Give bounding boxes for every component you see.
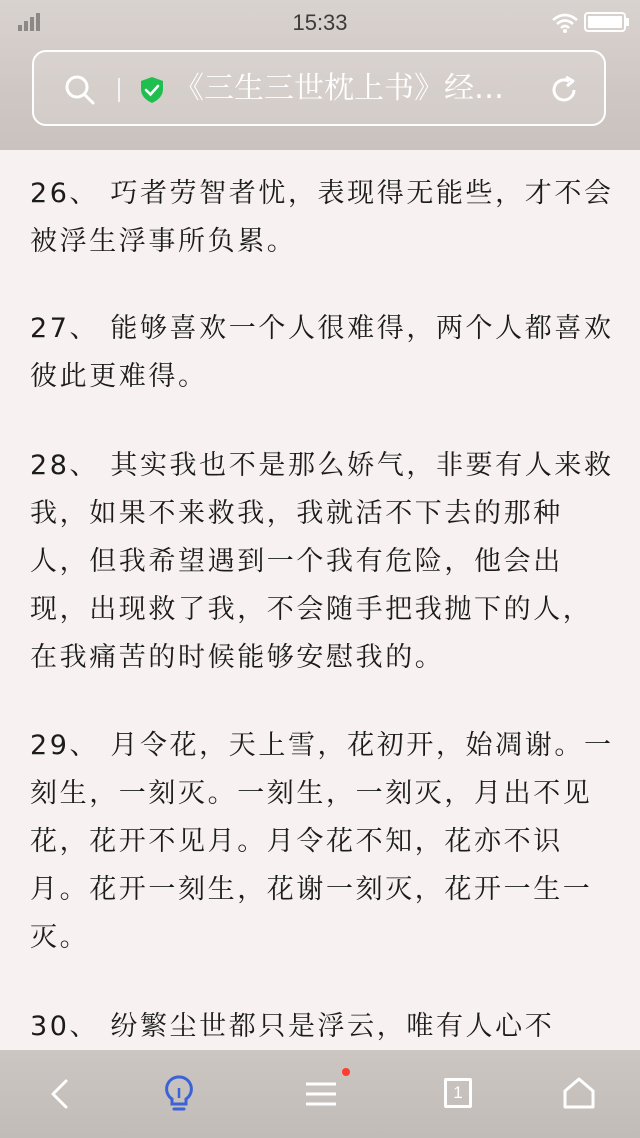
refresh-icon[interactable] (548, 74, 580, 106)
quote-paragraph: 28、 其实我也不是那么娇气，非要有人来救我，如果不来救我，我就活不下去的那种人，但我希望遇到一个我有危险，他会出现，出现救了我，不会随手把我抛下的人，在我痛苦的时候能够安慰我的。 (30, 450, 614, 673)
tabs-button[interactable] (444, 1078, 472, 1108)
browser-header (0, 0, 640, 150)
menu-icon[interactable] (304, 1081, 338, 1107)
quote-paragraph: 29、 月令花，天上雪，花初开，始凋谢。一刻生，一刻灭。一刻生，一刻灭，月出不见花，花开不见月。月令花不知，花亦不识月。花开一刻生，花谢一刻灭，花开一生一灭。 (30, 730, 614, 953)
address-divider (118, 78, 120, 102)
quote-paragraph: 27、 能够喜欢一个人很难得，两个人都喜欢彼此更难得。 (30, 313, 614, 392)
article-content (0, 150, 640, 1050)
lightbulb-icon[interactable] (162, 1074, 196, 1114)
browser-toolbar (0, 1050, 640, 1138)
battery-icon (584, 12, 630, 32)
back-icon[interactable] (48, 1078, 72, 1110)
address-bar[interactable] (32, 50, 606, 126)
tab-count: 1 (453, 1083, 463, 1102)
quote-paragraph: 26、 巧者劳智者忧，表现得无能些，才不会被浮生浮事所负累。 (30, 178, 614, 257)
status-bar (0, 0, 640, 44)
page-title[interactable]: 《三生三世枕上书》经… (174, 71, 504, 106)
wifi-icon (552, 13, 578, 33)
notification-dot (342, 1068, 350, 1076)
status-time: 15:33 (292, 10, 348, 35)
quote-paragraph: 30、 纷繁尘世都只是浮云，唯有人心不 (30, 1011, 555, 1042)
search-icon[interactable] (64, 74, 96, 106)
shield-check-icon (140, 76, 164, 104)
home-icon[interactable] (562, 1076, 596, 1110)
